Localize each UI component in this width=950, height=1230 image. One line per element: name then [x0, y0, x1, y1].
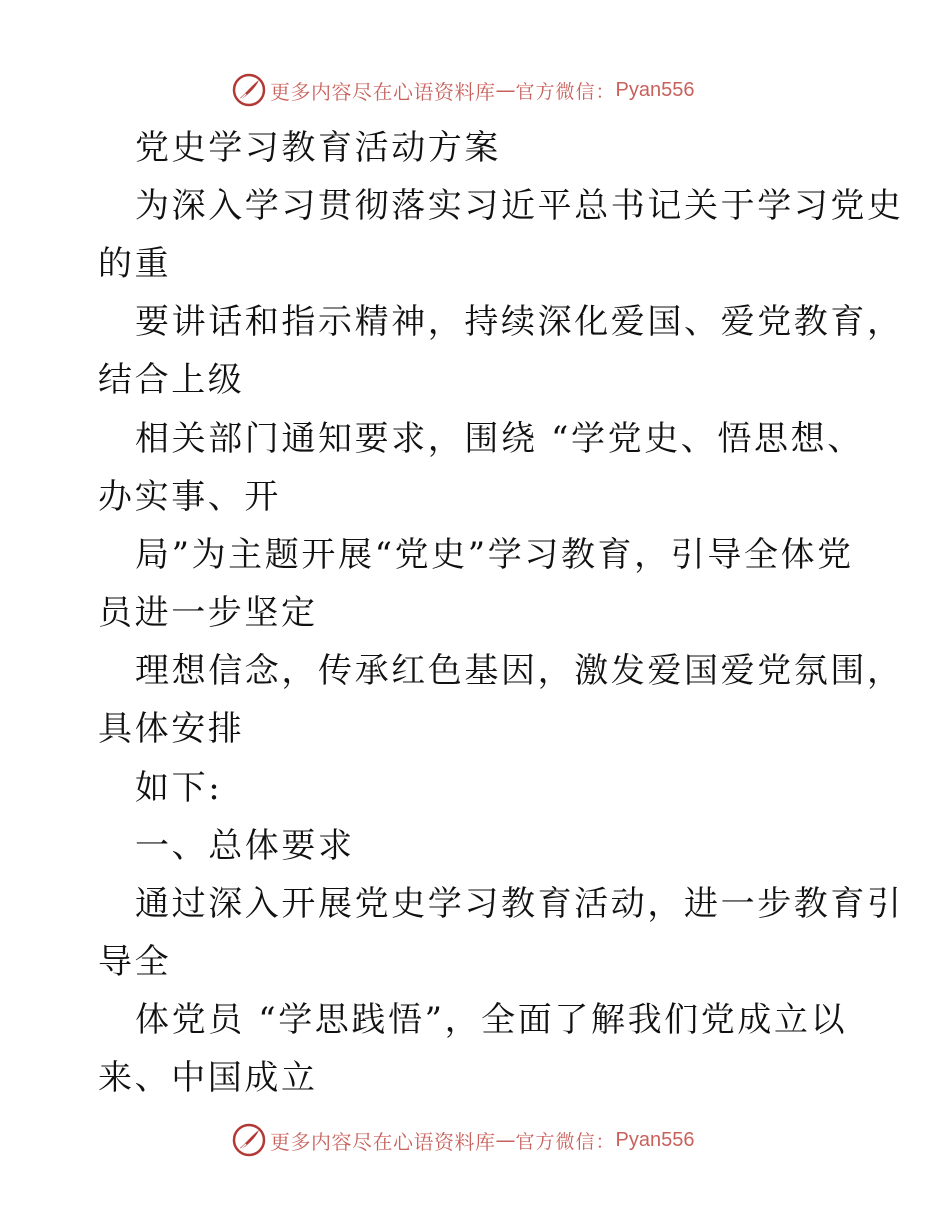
paragraph-line: 局”为主题开展“党史”学习教育，引导全体党	[135, 535, 854, 575]
watermark-label: 官方微信：	[515, 1130, 616, 1153]
header-watermark	[232, 72, 694, 108]
watermark-text: 更多内容尽在心语资料库	[270, 1129, 496, 1154]
paragraph-line: 理想信念，传承红色基因，激发爱国爱党氛围，	[135, 651, 904, 691]
watermark-wechat-id: Pyan556	[615, 78, 695, 101]
paragraph-line: 如下:	[135, 768, 223, 808]
paragraph-line: 相关部门通知要求，围绕 “学党史、悟思想、	[135, 419, 864, 459]
quill-seal-icon	[232, 73, 266, 107]
paragraph-line: 体党员 “学思践悟”，全面了解我们党成立以	[135, 1000, 848, 1040]
footer-watermark	[232, 1122, 694, 1158]
paragraph-line: 的重	[98, 244, 172, 284]
quill-seal-icon	[232, 1123, 266, 1157]
document-title: 党史学习教育活动方案	[135, 128, 501, 168]
paragraph-line: 结合上级	[98, 360, 245, 400]
paragraph-line: 要讲话和指示精神，持续深化爱国、爱党教育，	[135, 302, 904, 342]
watermark-text: 更多内容尽在心语资料库	[270, 79, 496, 104]
paragraph-line: 员进一步坚定	[98, 593, 318, 633]
paragraph-line: 具体安排	[98, 709, 245, 749]
watermark-label: 官方微信：	[515, 80, 616, 103]
paragraph-line: 为深入学习贯彻落实习近平总书记关于学习党史	[135, 186, 904, 226]
section-heading: 一、总体要求	[135, 826, 355, 866]
paragraph-line: 办实事、开	[98, 477, 281, 517]
watermark-dash: —	[495, 78, 516, 102]
paragraph-line: 导全	[98, 942, 172, 982]
watermark-wechat-id: Pyan556	[615, 1128, 695, 1151]
watermark-dash: —	[495, 1128, 516, 1152]
paragraph-line: 来、中国成立	[98, 1058, 318, 1098]
paragraph-line: 通过深入开展党史学习教育活动，进一步教育引	[135, 884, 904, 924]
